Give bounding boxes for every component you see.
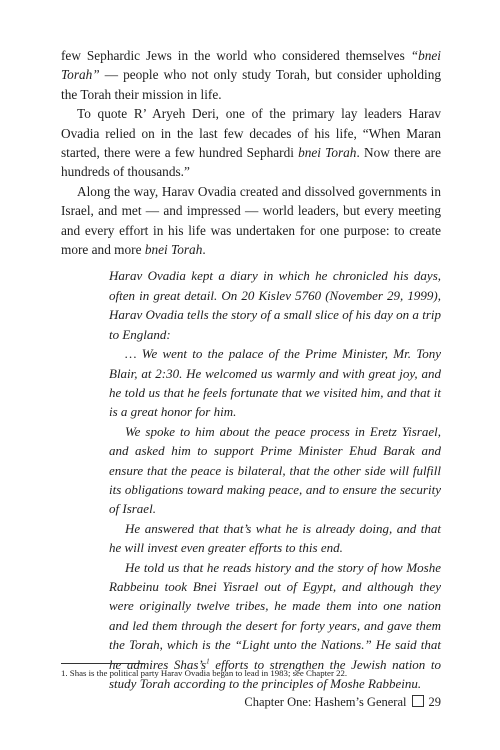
text-run: . Now there are hundreds of thousands.” <box>61 145 441 180</box>
page-number: 29 <box>428 695 441 709</box>
footnote-marker: 1 <box>206 657 210 666</box>
block-quote <box>61 266 441 693</box>
chapter-title: Chapter One: Hashem’s General <box>244 695 407 709</box>
body-paragraph-1 <box>61 46 441 104</box>
running-footer <box>244 694 441 710</box>
square-ornament-icon <box>412 695 424 707</box>
text-run: To quote R’ Aryeh Deri, one of the primary lay leaders Harav Ovadia relied on in the last few decades of his life, “When Maran started, there were a few hundred Sephardi <box>61 106 441 161</box>
text-run: few Sephardic Jews in the world who considered themselves <box>61 48 411 63</box>
footnote: 1. Shas is the political party Harav Ovadia began to lead in 1983; see Chapter 22. <box>61 668 348 678</box>
quote-paragraph-1: Harav Ovadia kept a diary in which he chronicled his days, often in great detail. On 20 Kislev 5760 (November 29, 1999), Harav Ovadia tells the story of a small slice of his day on a trip to England: <box>109 268 441 342</box>
text-run: — people who not only study Torah, but consider upholding the Torah their mission in life. <box>61 67 441 102</box>
text-run: . <box>202 242 206 258</box>
footnote-divider <box>61 663 145 664</box>
italic-term: bnei Torah <box>298 145 357 161</box>
body-paragraph-3 <box>61 182 441 260</box>
italic-term: “bnei Torah” <box>61 48 441 83</box>
text-run: Along the way, Harav Ovadia created and dissolved governments in Israel, and met — and impressed — world leaders, but every meeting and every effort in his life was undertaken for one purpose: to create more and more <box>61 183 441 258</box>
page-body <box>61 46 441 693</box>
body-paragraph-2 <box>61 104 441 182</box>
quote-paragraph-4: He answered that that’s what he is already doing, and that he will invest even greater efforts to this end. <box>109 520 441 556</box>
italic-term: bnei Torah <box>144 242 203 258</box>
quote-paragraph-3: We spoke to him about the peace process in Eretz Yisrael, and asked him to support Prime Minister Ehud Barak and ensure that the peace is bilateral, that the other side will fulfill its obligations toward making peace, and to ensure the security of Israel. <box>109 423 441 517</box>
text-run: He told us that he reads history and the story of how Moshe Rabbeinu took Bnei Yisrael out of Egypt, and although they were originally twelve tribes, he made them into one nation and led them through the desert for forty years, and gave them the Torah, which is the “Light unto the Nations.” He said that he admires Shas’s <box>109 559 441 672</box>
text-run: efforts to strengthen the Jewish nation to study Torah according to the principles of Moshe Rabbeinu. <box>109 656 441 691</box>
quote-paragraph-2: … We went to the palace of the Prime Minister, Mr. Tony Blair, at 2:30. He welcomed us warmly and with great joy, and he told us that he feels fortunate that we visited him, and that it is a great honor for him. <box>109 346 441 420</box>
